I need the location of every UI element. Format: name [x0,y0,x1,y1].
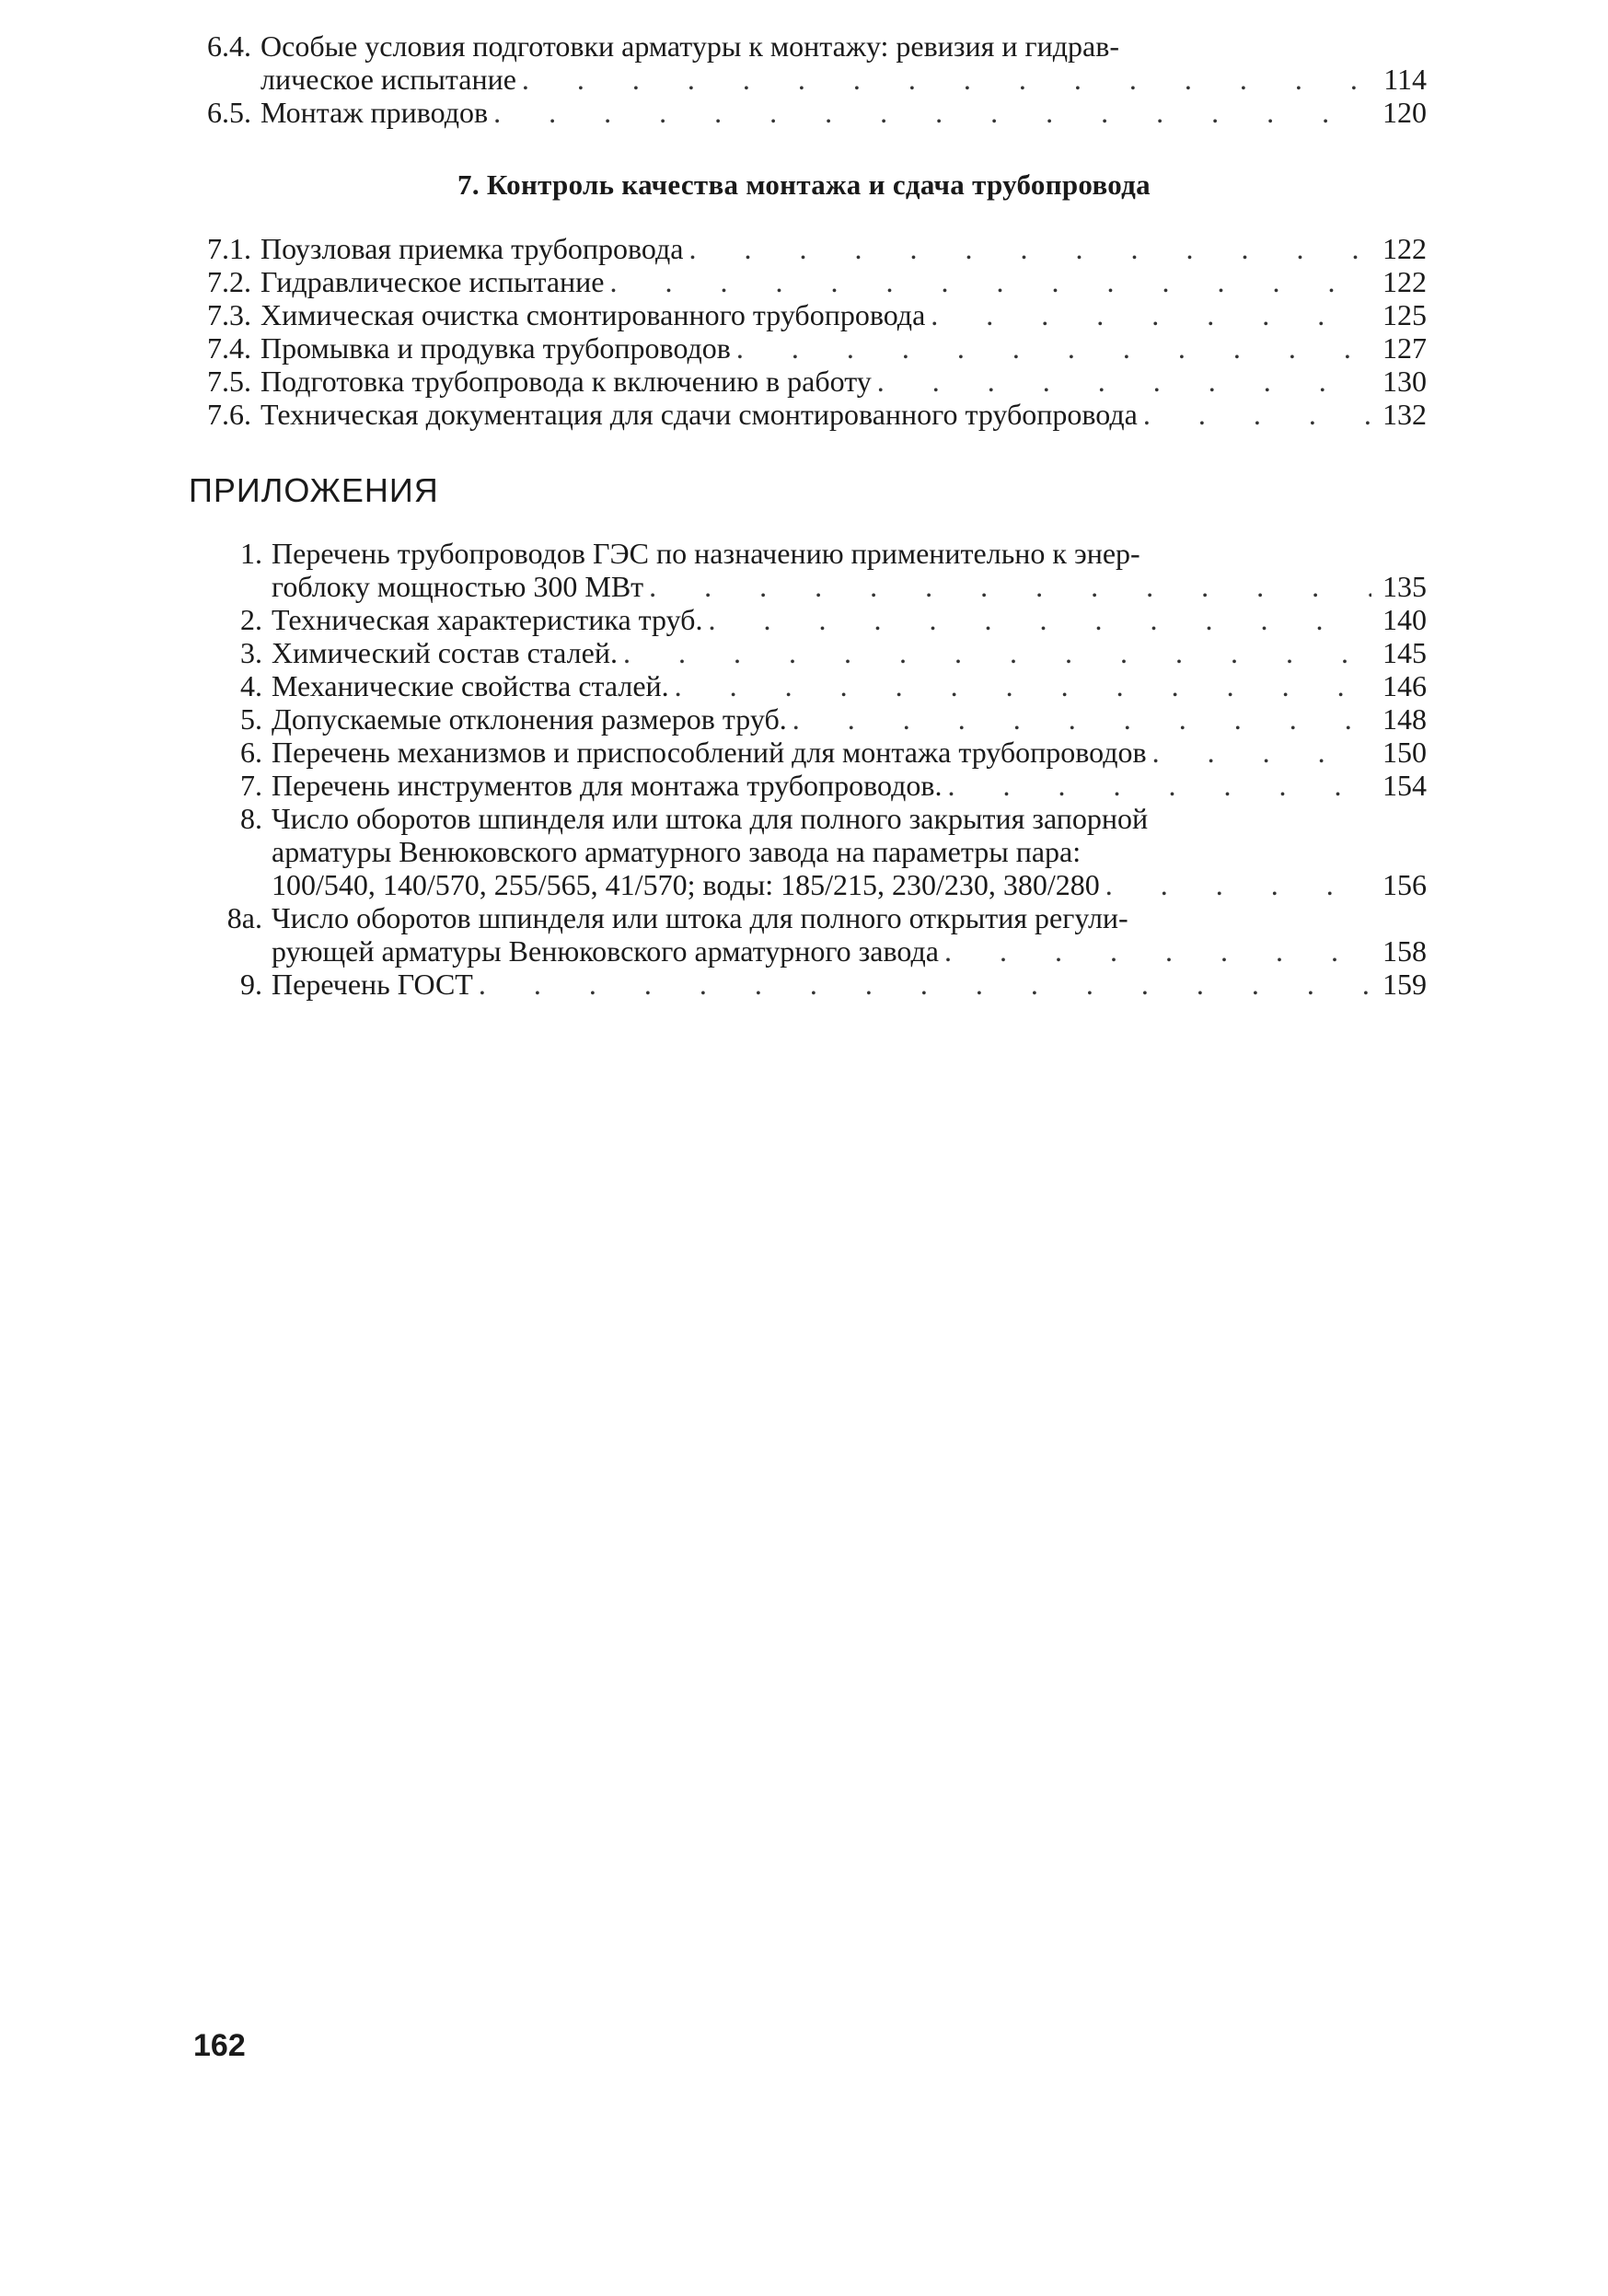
appendix-heading: ПРИЛОЖЕНИЯ [189,471,439,509]
toc-entry-number: 7.2. [207,265,251,298]
toc-entry-page: 146 [1382,669,1427,702]
toc-entry [189,736,1427,769]
toc-entry-body [272,603,1427,636]
dot-leader [1143,398,1371,431]
toc-entry-title: Число оборотов шпинделя или штока для полного закрытия запорной [272,802,1149,835]
toc-entry-body [272,669,1427,702]
toc-entry-line [272,570,1427,603]
dot-leader [1105,868,1371,901]
toc-entry-title: 100/540, 140/570, 255/565, 41/570; воды: 185/215, 230/230, 380/280 [272,868,1100,901]
toc-entry-line [260,29,1427,63]
toc-entry-title: Число оборотов шпинделя или штока для полного открытия регули- [272,901,1128,934]
toc-entry-body [272,968,1427,1001]
toc-entry-title: Поузловая приемка трубопровода [260,232,684,265]
dot-leader [493,96,1371,129]
toc-entry-line [260,265,1427,298]
toc-entry-title: Особые условия подготовки арматуры к монтажу: ревизия и гидрав- [260,29,1119,63]
toc-entry-line [272,835,1427,868]
toc-entry-line [272,603,1427,636]
dot-leader [944,934,1371,968]
toc-entry-title: Химический состав сталей. [272,636,618,669]
toc-entry-number: 7. [240,769,262,802]
toc-entry-line [260,232,1427,265]
toc-entry [189,603,1427,636]
toc-entry-body [272,901,1427,968]
toc-entry-line [260,298,1427,331]
toc-entry-line [260,398,1427,431]
toc-entry [189,636,1427,669]
toc-entry-body [272,736,1427,769]
toc-entry-title: Гидравлическое испытание [260,265,605,298]
toc-entry-page: 159 [1382,968,1427,1001]
dot-leader [522,63,1371,96]
toc-entry-body [260,232,1427,265]
dot-leader [948,769,1372,802]
toc-entry-page: 132 [1382,398,1427,431]
toc-entry-number: 7.6. [207,398,251,431]
dot-leader [931,298,1371,331]
toc-entry [189,968,1427,1001]
toc-entry-title: Подготовка трубопровода к включению в работу [260,365,872,398]
toc-entry-number: 5. [240,702,262,736]
toc-entry-body [260,331,1427,365]
toc-entry-body [272,636,1427,669]
section-7-heading: 7. Контроль качества монтажа и сдача трубопровода [457,168,1151,201]
toc-entry-line [260,96,1427,129]
toc-entry-body [260,29,1427,96]
toc-entry-page: 140 [1382,603,1427,636]
toc-entry-line [272,968,1427,1001]
dot-leader [1152,736,1371,769]
toc-entry-number: 7.5. [207,365,251,398]
toc-entry-page: 114 [1383,63,1427,96]
toc-entry-line [272,868,1427,901]
toc-entry-title: Техническая документация для сдачи смонтированного трубопровода [260,398,1138,431]
toc-entry-line [272,702,1427,736]
toc-entry-page: 130 [1382,365,1427,398]
toc-entry-number: 4. [240,669,262,702]
toc-entry-body [272,769,1427,802]
toc-entry-title: Химическая очистка смонтированного трубопровода [260,298,926,331]
toc-entry-title: Промывка и продувка трубопроводов [260,331,731,365]
toc-entry-line [260,331,1427,365]
toc-entry-title: Перечень трубопроводов ГЭС по назначению применительно к энер- [272,537,1140,570]
dot-leader [736,331,1371,365]
dot-leader [609,265,1371,298]
toc-entry-title: Механические свойства сталей. [272,669,669,702]
toc-entry-title: Перечень инструментов для монтажа трубопроводов. [272,769,943,802]
toc-entry [189,232,1427,265]
toc-entry-body [260,298,1427,331]
toc-entry [189,702,1427,736]
toc-entry [189,331,1427,365]
toc-entry-line [260,63,1427,96]
toc-entry-page: 120 [1382,96,1427,129]
toc-entry-title: Техническая характеристика труб. [272,603,703,636]
toc-entry-number: 6.4. [207,29,251,63]
toc-entry-page: 125 [1382,298,1427,331]
toc-entry-body [260,265,1427,298]
toc-entry-line [272,934,1427,968]
toc-entry-title: гоблоку мощностью 300 МВт [272,570,644,603]
dot-leader [708,603,1371,636]
page-number: 162 [193,2028,246,2063]
toc-entry-title: рующей арматуры Венюковского арматурного завода [272,934,939,968]
toc-entry-page: 145 [1382,636,1427,669]
toc-entry-line [272,537,1427,570]
toc-entry-line [272,736,1427,769]
toc-top-list [189,29,1427,129]
toc-entry-title: арматуры Венюковского арматурного завода на параметры пара: [272,835,1082,868]
toc-entry-body [260,398,1427,431]
toc-entry-title: Монтаж приводов [260,96,489,129]
toc-entry-title: Перечень механизмов и приспособлений для монтажа трубопроводов [272,736,1147,769]
dot-leader [675,669,1371,702]
toc-entry-title: лическое испытание [260,63,516,96]
toc-entry-page: 154 [1382,769,1427,802]
toc-entry-body [272,802,1427,901]
toc-entry-number: 6.5. [207,96,251,129]
toc-entry-line [272,901,1427,934]
toc-entry-page: 158 [1382,934,1427,968]
toc-entry-page: 150 [1382,736,1427,769]
toc-entry-number: 9. [240,968,262,1001]
toc-entry-number: 1. [240,537,262,570]
toc-entry-number: 7.1. [207,232,251,265]
dot-leader [649,570,1371,603]
toc-entry-body [260,96,1427,129]
toc-entry-number: 8. [240,802,262,835]
toc-entry-number: 2. [240,603,262,636]
dot-leader [792,702,1371,736]
toc-entry-page: 127 [1382,331,1427,365]
toc-entry [189,265,1427,298]
toc-entry-page: 156 [1382,868,1427,901]
toc-entry [189,398,1427,431]
toc-entry-number: 7.3. [207,298,251,331]
toc-entry-number: 8а. [226,901,262,934]
toc-entry-number: 6. [240,736,262,769]
toc-entry-number: 7.4. [207,331,251,365]
toc-entry-line [272,769,1427,802]
toc-entry-body [272,702,1427,736]
toc-entry-line [272,636,1427,669]
toc-entry-body [260,365,1427,398]
toc-section-7-list [189,232,1427,431]
toc-entry [189,769,1427,802]
toc-entry [189,537,1427,603]
toc-appendix-list [189,537,1427,1001]
dot-leader [479,968,1371,1001]
toc-entry [189,802,1427,901]
toc-entry-line [272,669,1427,702]
toc-entry [189,365,1427,398]
toc-entry-line [260,365,1427,398]
toc-entry-page: 135 [1382,570,1427,603]
toc-entry-page: 122 [1382,265,1427,298]
dot-leader [623,636,1371,669]
toc-entry [189,29,1427,96]
toc-entry-title: Перечень ГОСТ [272,968,473,1001]
dot-leader [688,232,1371,265]
dot-leader [877,365,1371,398]
toc-entry [189,669,1427,702]
toc-entry [189,96,1427,129]
toc-entry-line [272,802,1427,835]
toc-entry-page: 148 [1382,702,1427,736]
toc-entry-title: Допускаемые отклонения размеров труб. [272,702,787,736]
toc-entry-number: 3. [240,636,262,669]
toc-entry-page: 122 [1382,232,1427,265]
toc-entry [189,901,1427,968]
toc-entry [189,298,1427,331]
toc-entry-body [272,537,1427,603]
